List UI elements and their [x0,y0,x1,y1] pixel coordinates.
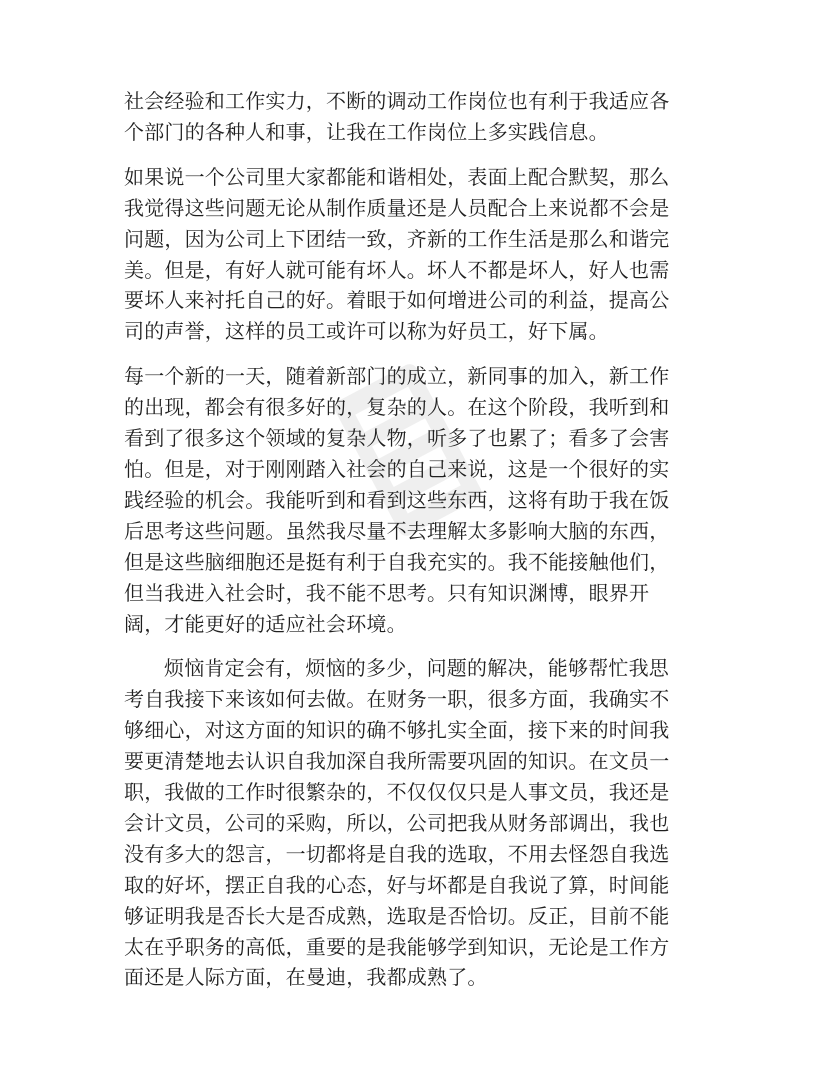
paragraph-line: 没有多大的怨言，一切都将是自我的选取，不用去怪怨自我选 [124,841,670,866]
paragraph-line: 后思考这些问题。虽然我尽量不去理解太多影响大脑的东西， [124,518,670,543]
paragraph-2 [124,162,714,347]
paragraph-line: 怕。但是，对于刚刚踏入社会的自己来说，这是一个很好的实 [124,456,670,481]
paragraph-line: 太在乎职务的高低，重要的是我能够学到知识，无论是工作方 [124,934,670,959]
paragraph-line: 会计文员，公司的采购，所以，公司把我从财务部调出，我也 [124,810,670,835]
paragraph-line: 个部门的各种人和事，让我在工作岗位上多实践信息。 [124,119,609,144]
paragraph-line: 践经验的机会。我能听到和看到这些东西，这将有助于我在饭 [124,487,670,512]
document-body [124,86,714,1007]
paragraph-line: 的出现，都会有很多好的，复杂的人。在这个阶段，我听到和 [124,395,670,420]
paragraph-line: 如果说一个公司里大家都能和谐相处，表面上配合默契，那么 [124,164,670,189]
paragraph-line: 但是这些脑细胞还是挺有利于自我充实的。我不能接触他们， [124,549,670,574]
paragraph-line: 要坏人来衬托自己的好。着眼于如何增进公司的利益，提高公 [124,288,670,313]
paragraph-line: 取的好坏，摆正自我的心态，好与坏都是自我说了算，时间能 [124,872,670,897]
paragraph-4 [124,653,714,993]
paragraph-line: 美。但是，有好人就可能有坏人。坏人不都是坏人，好人也需 [124,257,670,282]
paragraph-line: 每一个新的一天，随着新部门的成立，新同事的加入，新工作 [124,364,670,389]
paragraph-line: 职，我做的工作时很繁杂的，不仅仅仅只是人事文员，我还是 [124,780,670,805]
paragraph-line: 面还是人际方面，在曼迪，我都成熟了。 [124,965,488,990]
paragraph-line: 但当我进入社会时，我不能不思考。只有知识渊博，眼界开 [124,580,650,605]
paragraph-3 [124,361,714,639]
paragraph-line: 看到了很多这个领域的复杂人物，听多了也累了；看多了会害 [124,426,670,451]
paragraph-line: 我觉得这些问题无论从制作质量还是人员配合上来说都不会是 [124,195,670,220]
paragraph-line: 烦恼肯定会有，烦恼的多少，问题的解决，能够帮忙我思 [164,656,669,681]
paragraph-line: 阔，才能更好的适应社会环境。 [124,611,407,636]
paragraph-line: 社会经验和工作实力，不断的调动工作岗位也有利于我适应各 [124,89,670,113]
paragraph-1 [124,86,714,148]
paragraph-line: 司的声誉，这样的员工或许可以称为好员工，好下属。 [124,319,609,344]
paragraph-line: 够细心，对这方面的知识的确不够扎实全面，接下来的时间我 [124,718,670,743]
paragraph-line: 够证明我是否长大是否成熟，选取是否恰切。反正，目前不能 [124,903,670,928]
paragraph-line: 考自我接下来该如何去做。在财务一职，很多方面，我确实不 [124,687,670,712]
paragraph-line: 要更清楚地去认识自我加深自我所需要巩固的知识。在文员一 [124,749,670,774]
paragraph-line: 问题，因为公司上下团结一致，齐新的工作生活是那么和谐完 [124,226,670,251]
